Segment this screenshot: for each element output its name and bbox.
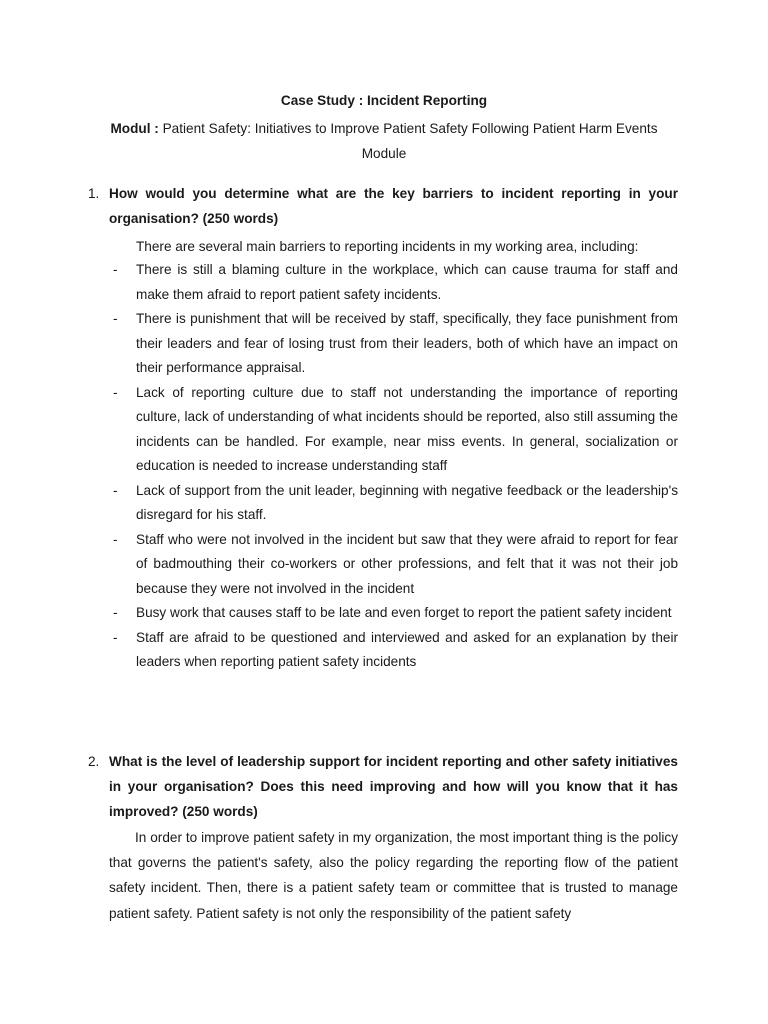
question-1 [88, 181, 678, 231]
list-item [113, 626, 678, 675]
list-item [113, 528, 678, 602]
question-2 [88, 749, 678, 824]
bullet-dash: - [113, 262, 118, 277]
question-1-text: How would you determine what are the key barriers to incident reporting in your organisation? (250 words) [109, 186, 678, 226]
bullet-dash: - [113, 482, 118, 498]
bullet-dash: - [113, 605, 118, 620]
module-text: Patient Safety: Initiatives to Improve Patient Safety Following Patient Harm Events Module [158, 121, 658, 161]
answer-1-intro: There are several main barriers to reporting incidents in my working area, including: [136, 239, 639, 254]
list-item [113, 381, 678, 479]
question-2-number: 2. [88, 754, 100, 769]
list-item-text: There is still a blaming culture in the workplace, which can cause trauma for staff and make them afraid to report patient safety incidents. [136, 262, 678, 302]
bullet-dash: - [113, 311, 118, 326]
list-item-text: Staff who were not involved in the incident but saw that they were afraid to report for fear of badmouthing their co-workers or other professions, and felt that it was not their job because they were not involved in the incident [136, 531, 678, 596]
bullet-dash: - [113, 531, 118, 547]
question-1-number: 1. [88, 186, 100, 201]
list-item [113, 479, 678, 528]
bullet-dash: - [113, 629, 118, 645]
bullet-dash: - [113, 384, 118, 400]
list-item [113, 258, 678, 307]
list-item-text: Lack of reporting culture due to staff not understanding the importance of reporting culture, lack of understanding of what incidents should be reported, also still assuming the incidents can be handled. For example, near miss events. In general, socialization or education is needed to increase understanding staff [136, 384, 678, 473]
module-label: Modul : [110, 121, 159, 136]
list-item-text: There is punishment that will be received by staff, specifically, they face punishment from their leaders and fear of losing trust from their leaders, both of which have an impact on their performance appraisal. [136, 311, 678, 375]
document-title: Case Study : Incident Reporting [280, 93, 488, 108]
list-item-text: Lack of support from the unit leader, beginning with negative feedback or the leadership's disregard for his staff. [136, 482, 678, 522]
module-line [100, 116, 668, 166]
list-item [113, 601, 678, 626]
barriers-list [113, 258, 678, 675]
list-item-text: Busy work that causes staff to be late and even forget to report the patient safety incident [136, 605, 672, 620]
list-item [113, 307, 678, 381]
list-item-text: Staff are afraid to be questioned and interviewed and asked for an explanation by their leaders when reporting patient safety incidents [136, 629, 678, 669]
answer-2-paragraph: In order to improve patient safety in my organization, the most important thing is the policy that governs the patient's safety, also the policy regarding the reporting flow of the patient safety incident. Then, there is a patient safety team or committee that is trusted to manage patient safety. Patient safety is not only the responsibility of the patient safety [109, 830, 678, 921]
question-2-text: What is the level of leadership support for incident reporting and other safety initiatives in your organisation? Does this need improving and how will you know that it has improved? (250 words) [109, 754, 678, 819]
